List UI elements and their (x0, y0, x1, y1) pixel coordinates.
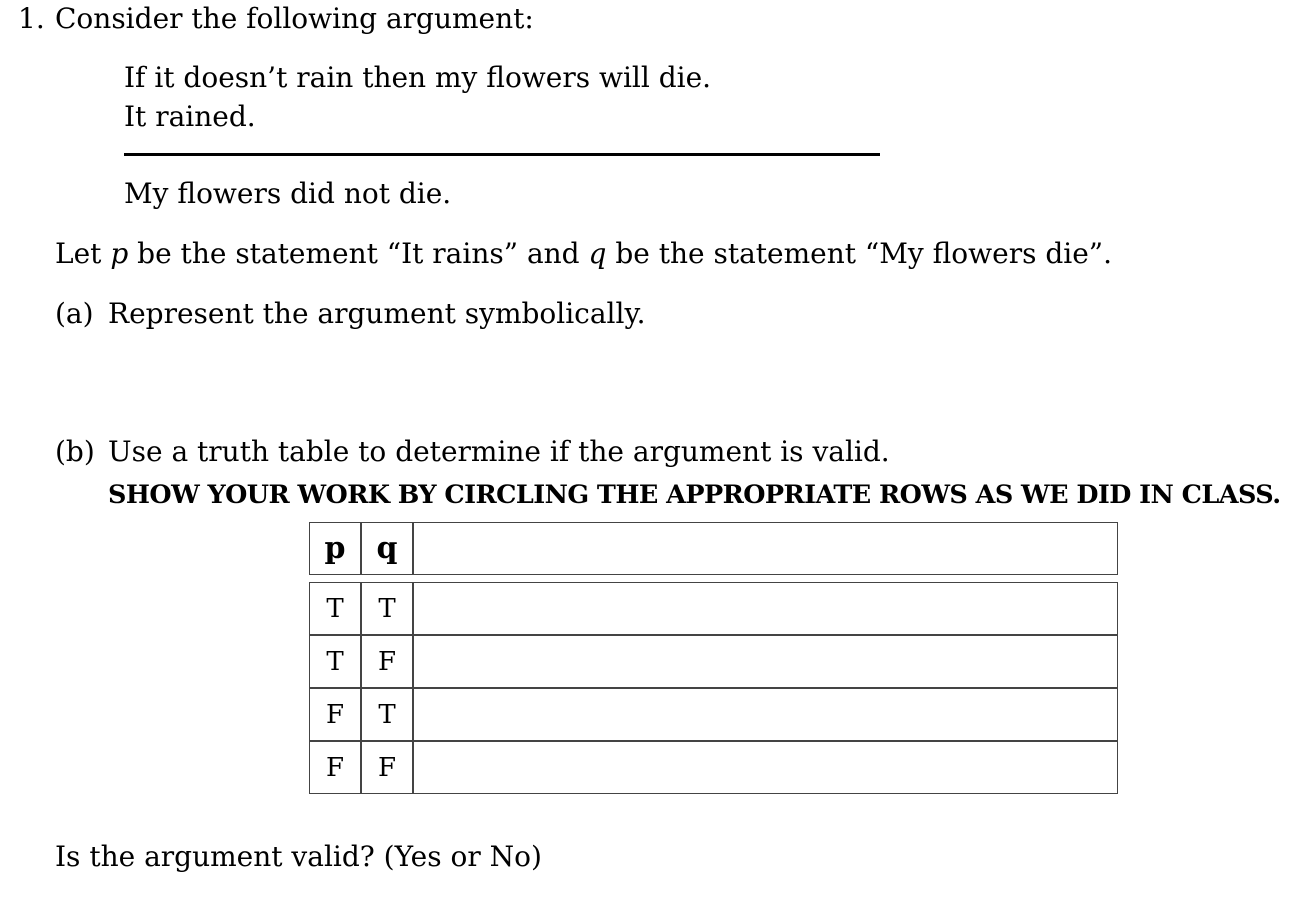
cell-p: F (309, 741, 361, 794)
header-work-column[interactable] (413, 522, 1118, 575)
work-cell[interactable] (413, 741, 1118, 794)
question-intro: Consider the following argument: (55, 2, 534, 35)
definition-part-3: be the statement “My flowers die”. (606, 237, 1113, 270)
work-cell[interactable] (413, 582, 1118, 635)
table-row[interactable] (309, 582, 1118, 635)
cell-p: T (309, 582, 361, 635)
cell-q: F (361, 741, 413, 794)
table-row[interactable] (309, 741, 1118, 794)
variable-q: q (588, 237, 607, 270)
definition-line (55, 237, 1112, 271)
part-b-text: Use a truth table to determine if the argument is valid. (108, 435, 890, 468)
table-row[interactable] (309, 635, 1118, 688)
cell-q: T (361, 582, 413, 635)
cell-p: T (309, 635, 361, 688)
part-b-label: (b) (55, 435, 95, 468)
conclusion: My flowers did not die. (124, 177, 452, 210)
cell-q: T (361, 688, 413, 741)
part-a-text: Represent the argument symbolically. (108, 297, 646, 330)
final-question: Is the argument valid? (Yes or No) (55, 840, 542, 873)
truth-table-body (309, 582, 1118, 794)
definition-part-2: be the statement “It rains” and (128, 237, 589, 270)
header-p: p (309, 522, 361, 575)
table-row[interactable] (309, 688, 1118, 741)
premise-2: It rained. (124, 100, 256, 133)
work-cell[interactable] (413, 635, 1118, 688)
truth-table-header (309, 522, 1118, 575)
header-q: q (361, 522, 413, 575)
truth-table-header-row (309, 522, 1118, 575)
cell-p: F (309, 688, 361, 741)
premise-1: If it doesn’t rain then my flowers will die. (124, 61, 712, 94)
variable-p: p (110, 237, 129, 270)
part-a-label: (a) (55, 297, 94, 330)
part-b-instruction: SHOW YOUR WORK BY CIRCLING THE APPROPRIATE ROWS AS WE DID IN CLASS. (108, 480, 1281, 510)
question-number: 1. (18, 2, 45, 35)
conclusion-divider (124, 153, 880, 156)
cell-q: F (361, 635, 413, 688)
definition-part-1: Let (55, 237, 111, 270)
work-cell[interactable] (413, 688, 1118, 741)
